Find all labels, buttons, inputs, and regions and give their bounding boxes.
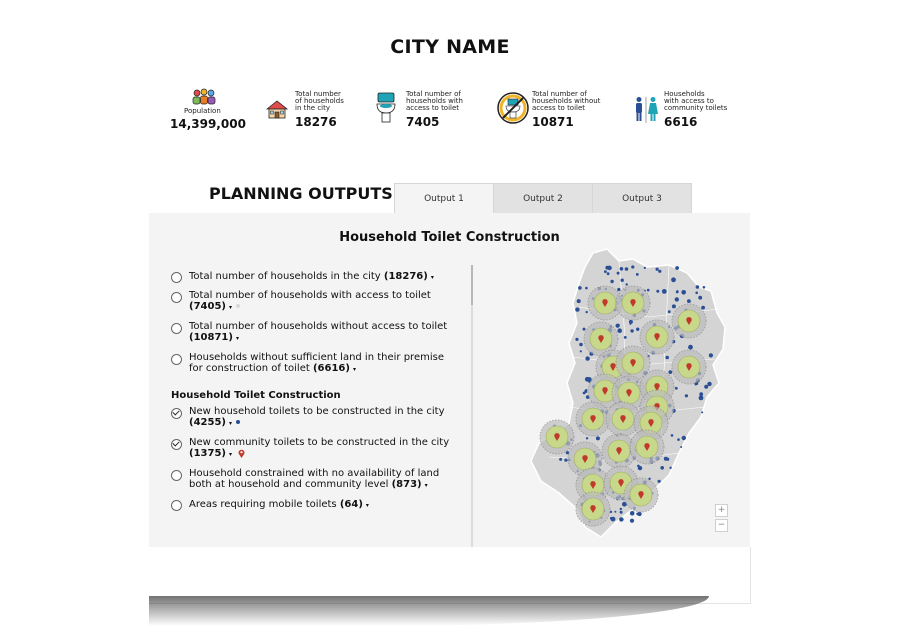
list-item-label: both at household and community level [189,479,389,490]
zoom-in-button[interactable]: + [715,504,728,517]
community-label: Households with access to community toilets [664,90,728,112]
household-dot [660,466,664,470]
no-toilet-icon [496,91,530,125]
community-toilet-marker[interactable] [672,350,706,384]
household-dot [575,307,579,311]
household-dot [685,394,688,397]
household-dot [664,457,668,461]
household-dot [662,289,667,294]
community-value: 6616 [664,115,698,129]
household-dot [703,286,706,289]
household-dot [677,438,680,441]
households-value: 18276 [295,115,337,129]
household-dot [630,519,634,523]
household-dot [604,270,607,273]
household-dot [621,518,623,520]
household-dot [636,513,639,516]
panel-title: Household Toilet Construction [339,230,560,245]
household-dot [607,272,610,275]
household-dot [631,265,634,268]
household-dot [656,290,659,293]
toilet-icon [375,91,397,125]
list-item-value: (7405) [189,301,226,312]
caret-down-icon[interactable]: ▾ [228,451,232,458]
checkbox-checked[interactable] [171,439,182,450]
man-woman-icon [633,96,659,124]
household-dot [638,466,642,470]
community-toilet-marker[interactable] [624,478,658,512]
tab-output-1[interactable]: Output 1 [394,183,494,214]
without-toilet-label: Total number of households without access to toilet [532,90,601,112]
with-toilet-label: Total number of households with access to toilet [406,90,463,112]
household-dot [610,280,613,283]
list-item-value: (4255) [189,417,226,428]
radio-button[interactable] [171,470,182,481]
household-dot [577,299,581,303]
household-dot [586,437,588,439]
list-item-label: Areas requiring mobile toilets [189,499,337,510]
household-dot [630,511,635,516]
household-dot [695,383,697,385]
household-dot [707,382,711,386]
household-dot [669,467,671,469]
household-dot [636,273,639,276]
household-dot [709,353,713,357]
city-map[interactable] [529,247,739,537]
household-dot [680,446,682,448]
household-dot [687,299,691,303]
list-item-value: (64) [339,499,363,510]
household-dot [672,304,676,308]
list-item-label: Household constrained with no availability of land [189,468,440,479]
radio-button[interactable] [171,323,182,334]
household-dot [607,266,612,271]
list-item-label: Households without sufficient land in their premise [189,352,444,363]
household-dot [658,480,661,483]
household-dot [644,267,646,269]
legend-dot-icon [236,304,240,308]
household-dot [636,328,639,331]
population-value: 14,399,000 [170,117,246,131]
household-dot [682,436,686,440]
household-dot [647,289,650,292]
radio-button[interactable] [171,292,182,303]
house-icon [265,99,289,119]
city-title: CITY NAME [390,36,510,58]
household-dot [704,385,708,389]
section-heading: Household Toilet Construction [171,390,341,401]
caret-down-icon[interactable]: ▾ [235,335,239,342]
people-group-icon [191,88,217,106]
household-dot [620,267,624,271]
list-item-label: New household toilets to be constructed in the city [189,406,445,417]
household-dot [625,267,629,271]
household-dot [675,297,679,301]
community-toilet-marker[interactable] [616,286,650,320]
household-dot [617,288,620,291]
household-dot [656,268,659,271]
zoom-out-button[interactable]: − [715,519,728,532]
population-label: Population [184,107,221,115]
household-dot [583,328,586,331]
household-dot [665,356,669,360]
planning-outputs-title: PLANNING OUTPUTS [209,184,393,203]
household-dot [688,345,693,350]
list-item-value: (18276) [383,271,428,282]
list-item-value: (10871) [189,332,233,343]
household-dot [626,283,628,285]
drop-shadow [149,596,709,626]
household-dot-icon [236,420,240,424]
household-dot [585,377,590,382]
list-item-label: New community toilets to be constructed in the city [189,437,450,448]
household-dot [629,323,631,325]
household-dot [585,287,588,290]
household-dot [596,436,600,440]
without-toilet-value: 10871 [532,115,574,129]
household-dot [701,411,703,413]
households-label: Total number of households in the city [295,90,344,112]
list-item-label: Total number of households without access to toilet [189,321,448,332]
household-dot [610,511,612,513]
household-dot [586,311,588,313]
household-dot [675,387,678,390]
household-dot [585,389,587,391]
household-dot [580,350,582,352]
tab-output-2[interactable]: Output 2 [493,183,593,214]
community-toilet-marker[interactable] [640,320,674,354]
list-item-value: (6616) [312,363,350,374]
household-dot [575,338,578,341]
household-dot [681,290,686,295]
caret-down-icon[interactable]: ▾ [352,366,356,373]
household-dot [698,296,702,300]
household-dot [701,306,705,310]
output-tabs [394,183,691,214]
household-dot [620,511,623,514]
community-toilet-marker[interactable] [540,420,574,454]
household-dot [617,328,622,333]
checkbox-checked[interactable] [171,408,182,419]
caret-down-icon[interactable]: ▾ [228,420,232,427]
scrollbar-thumb[interactable] [471,265,473,305]
household-dot [611,517,616,522]
scrollbar-track [471,265,473,547]
household-dot [585,356,589,360]
output-panel [149,213,750,547]
tab-output-3[interactable]: Output 3 [592,183,692,214]
household-dot [620,508,622,510]
household-dot [621,279,624,282]
household-dot [630,329,633,332]
household-dot [695,292,698,295]
community-toilet-marker[interactable] [630,430,664,464]
list-item-value: (1375) [189,448,226,459]
household-dot [617,324,620,327]
community-toilet-marker[interactable] [672,304,706,338]
household-dot [696,285,700,289]
household-dot [624,336,627,339]
caret-down-icon[interactable]: ▾ [228,304,232,311]
list-item-label: Total number of households in the city [189,271,381,282]
radio-button[interactable] [171,500,182,511]
household-dot [671,277,676,282]
household-dot [668,370,672,374]
radio-button[interactable] [171,354,182,365]
caret-down-icon[interactable]: ▾ [365,502,369,509]
map-pin-icon [238,449,245,458]
household-dot [614,511,616,513]
household-dot [668,310,671,313]
with-toilet-value: 7405 [406,115,440,129]
household-dot [659,270,661,272]
community-toilet-marker[interactable] [576,402,610,436]
household-dot [564,459,567,462]
household-dot [559,458,562,461]
household-dot [675,266,679,270]
household-dot [671,434,674,437]
household-dot [578,286,582,290]
household-dot [699,396,704,401]
community-toilet-marker[interactable] [576,492,610,526]
list-item-label: for construction of toilet [189,363,310,374]
household-dot [617,272,620,275]
caret-down-icon[interactable]: ▾ [424,482,428,489]
list-item-label: Total number of households with access to toilet [189,290,431,301]
caret-down-icon[interactable]: ▾ [430,274,434,281]
radio-button[interactable] [171,272,182,283]
household-dot [676,291,679,294]
list-item-value: (873) [391,479,422,490]
household-dot [579,343,583,347]
